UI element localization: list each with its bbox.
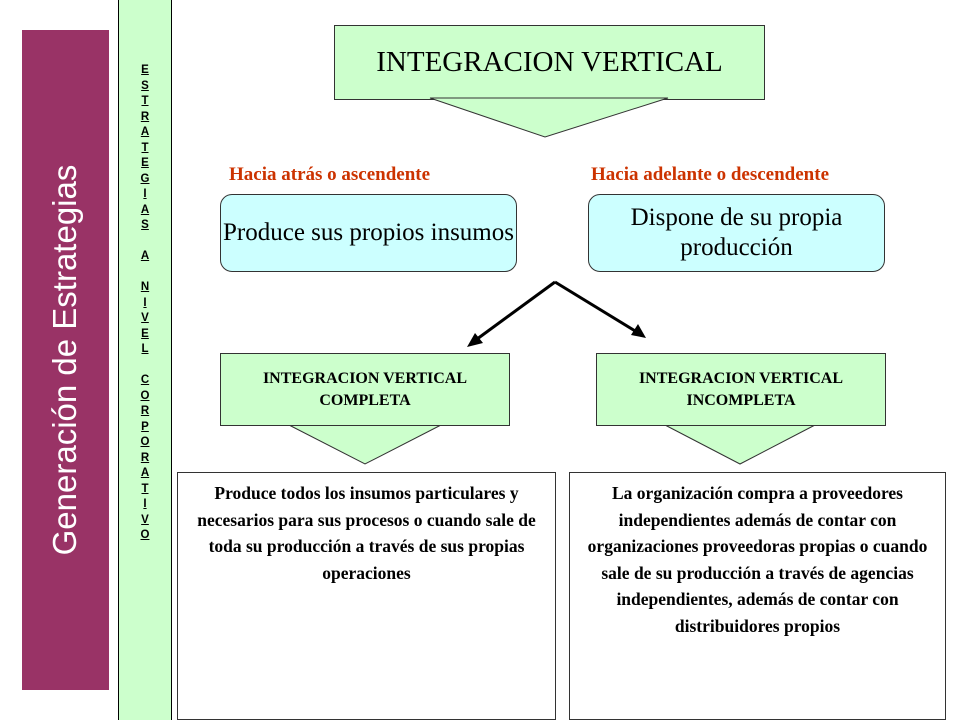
complete-integration-title: INTEGRACION VERTICAL COMPLETA bbox=[262, 369, 468, 409]
vertical-letter: O bbox=[140, 529, 150, 541]
left-heading: Hacia atrás o ascendente bbox=[229, 164, 431, 185]
complete-integration-box bbox=[220, 353, 510, 426]
incomplete-integration-box bbox=[596, 353, 886, 426]
vertical-letter: O bbox=[140, 436, 150, 448]
backward-integration-box bbox=[220, 194, 517, 272]
vertical-letter: I bbox=[143, 498, 147, 510]
incomplete-description-box bbox=[569, 472, 946, 720]
vertical-letter: C bbox=[140, 374, 150, 386]
complete-down-arrow bbox=[289, 425, 441, 464]
vertical-letter: T bbox=[141, 95, 149, 107]
vertical-letter: E bbox=[141, 327, 149, 340]
side-title: Generación de Estrategias bbox=[46, 164, 83, 556]
vertical-letter: R bbox=[140, 405, 150, 417]
incomplete-down-arrow bbox=[665, 425, 815, 464]
vertical-letter: A bbox=[140, 126, 150, 138]
incomplete-integration-title: INTEGRACION VERTICAL INCOMPLETA bbox=[638, 369, 844, 409]
vertical-letter: I bbox=[143, 188, 147, 200]
vertical-letter: E bbox=[141, 64, 149, 76]
vertical-letter: R bbox=[140, 451, 150, 464]
main-down-arrow bbox=[430, 98, 668, 137]
vertical-letter: O bbox=[140, 389, 150, 402]
vertical-letter: V bbox=[141, 312, 149, 324]
complete-description: Produce todos los insumos particulares y necesarios para sus procesos o cuando sale de toda su producción a través de sus propias operaciones bbox=[197, 483, 536, 583]
vertical-letter: G bbox=[140, 172, 150, 185]
backward-integration-text: Produce sus propios insumos bbox=[223, 219, 514, 246]
vertical-letter: A bbox=[140, 250, 150, 262]
branch-arrow-left bbox=[473, 282, 555, 342]
main-title: INTEGRACION VERTICAL bbox=[376, 46, 723, 78]
vertical-letter: T bbox=[141, 482, 149, 495]
complete-description-box bbox=[177, 472, 556, 720]
right-heading: Hacia adelante o descendente bbox=[591, 164, 830, 185]
vertical-letter: N bbox=[140, 281, 150, 293]
vertical-letter: R bbox=[140, 110, 150, 123]
vertical-letter: A bbox=[140, 467, 150, 479]
incomplete-description: La organización compra a proveedores independientes además de contar con organizaciones proveedoras propias o cuando sale de su producción a través de agencias independientes, además de contar con distribuidores propios bbox=[587, 483, 928, 636]
vertical-letter: E bbox=[141, 157, 149, 169]
vertical-letter: P bbox=[141, 420, 149, 433]
forward-integration-box bbox=[588, 194, 885, 272]
vertical-letter: S bbox=[141, 219, 149, 231]
vertical-letter: T bbox=[141, 141, 149, 154]
vertical-letter: L bbox=[141, 343, 149, 355]
vertical-letter: S bbox=[141, 79, 149, 92]
vertical-letter: V bbox=[141, 513, 149, 526]
forward-integration-text: Dispone de su propia producción bbox=[630, 204, 843, 261]
vertical-letter: I bbox=[143, 296, 147, 309]
branch-arrow-right bbox=[555, 282, 640, 334]
vertical-letter: A bbox=[140, 203, 150, 216]
